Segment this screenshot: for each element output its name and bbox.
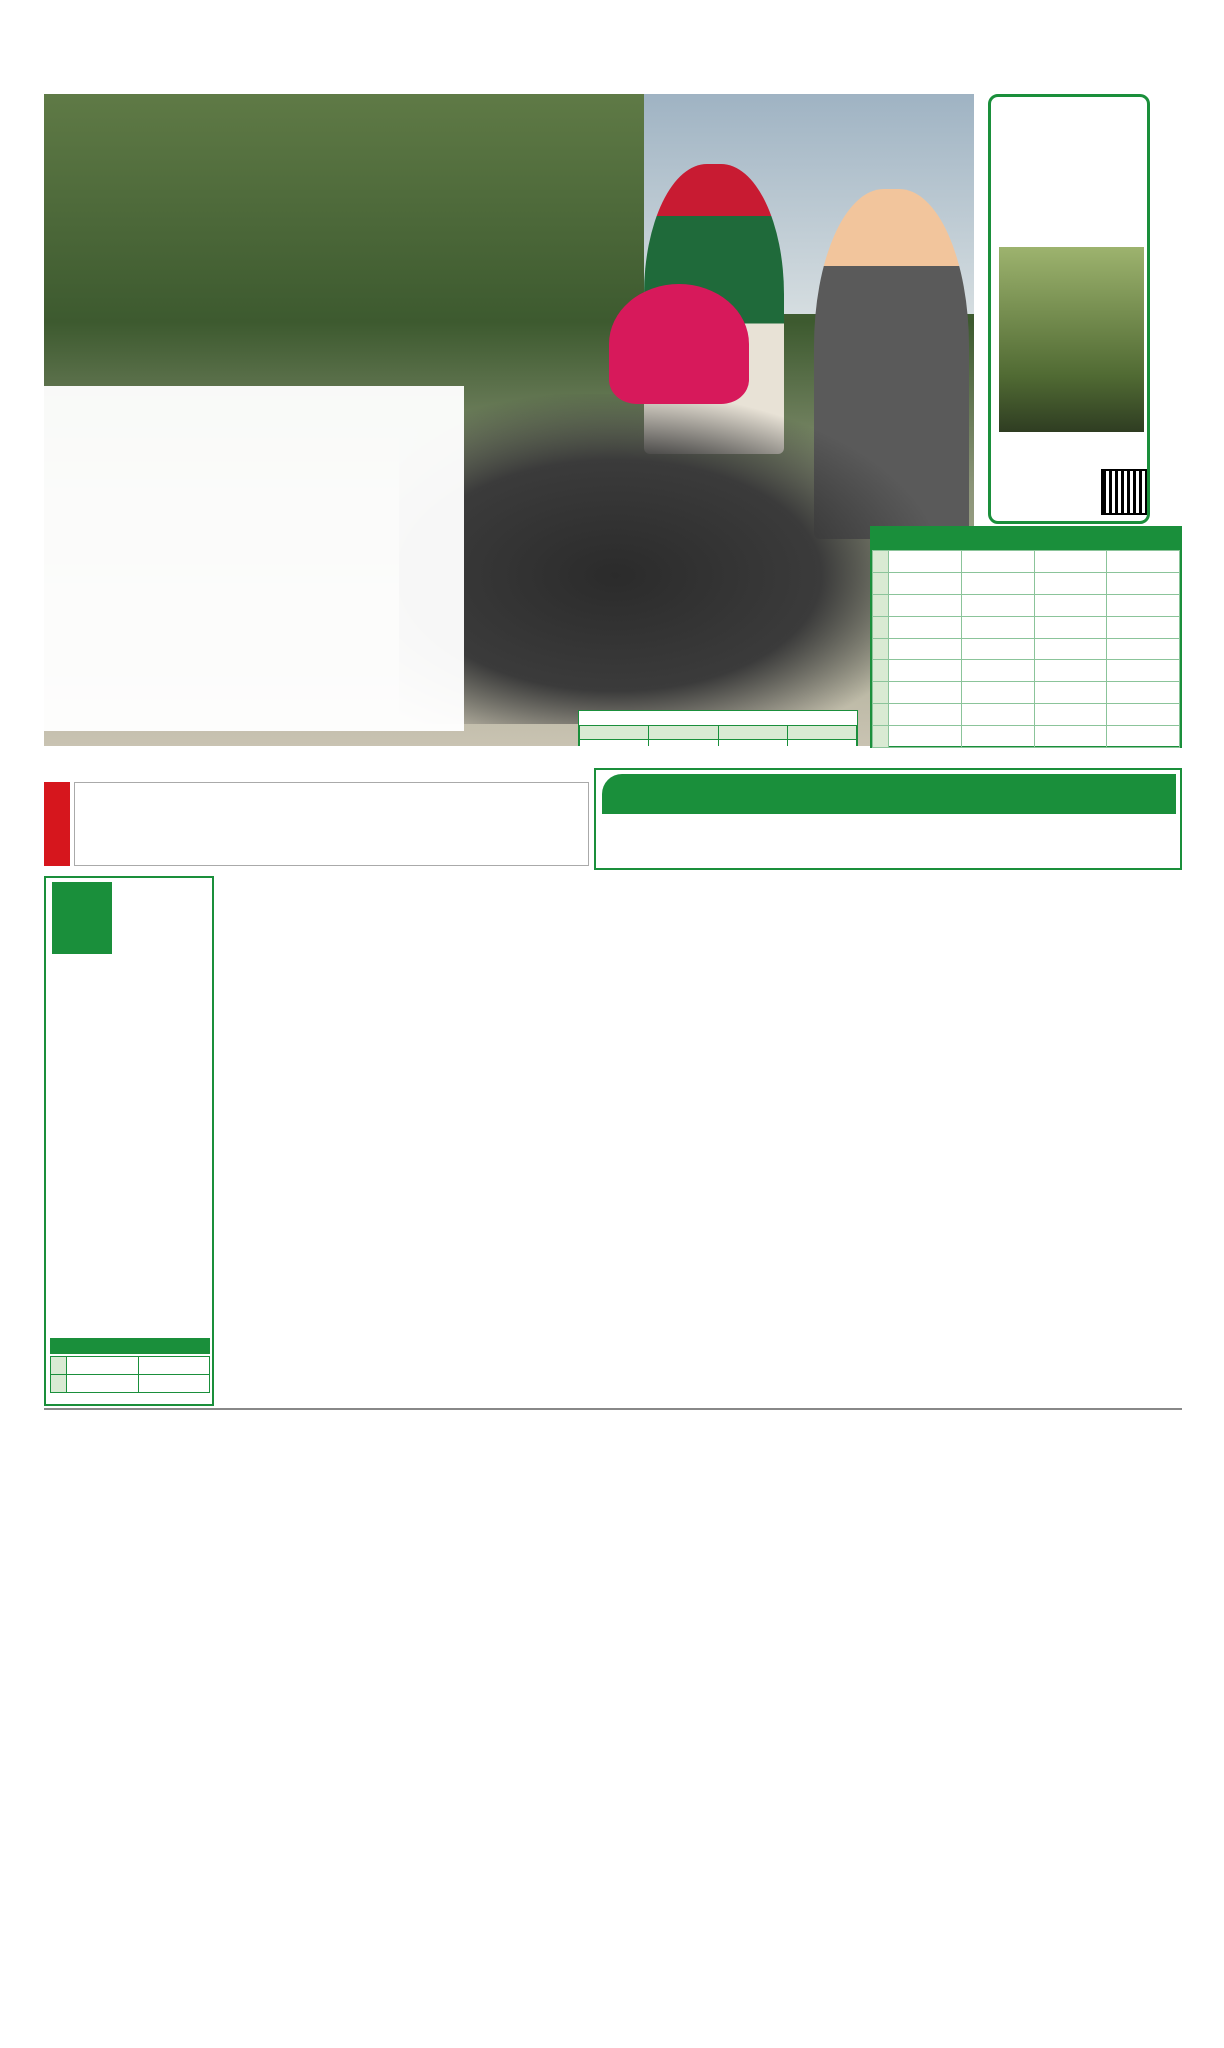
tip-cell	[1107, 726, 1180, 748]
tip-cell	[1034, 551, 1107, 573]
table-cell	[718, 740, 787, 747]
race-number	[873, 638, 889, 660]
table-row	[873, 682, 1180, 704]
tip-cell	[961, 638, 1034, 660]
tip-cell	[1034, 682, 1107, 704]
tip-cell	[1107, 616, 1180, 638]
odds-banner-title	[602, 774, 1176, 814]
table-row	[873, 660, 1180, 682]
scratching-title	[579, 711, 857, 725]
tip-cell	[889, 572, 962, 594]
tip-cell	[889, 638, 962, 660]
tip-cell	[889, 660, 962, 682]
tip-cell	[1107, 660, 1180, 682]
divider	[44, 1408, 1182, 1410]
hero-section	[44, 94, 974, 746]
table-row	[873, 616, 1180, 638]
table-row	[873, 704, 1180, 726]
tip-cell	[961, 660, 1034, 682]
odds-banner	[594, 768, 1182, 870]
tip-cell	[961, 616, 1034, 638]
race-number	[873, 682, 889, 704]
quinella-title	[50, 1338, 210, 1354]
racing-photo	[999, 247, 1144, 432]
table-header	[649, 726, 718, 740]
tip-cell	[1107, 638, 1180, 660]
feature-body	[114, 884, 210, 1304]
scratching-table	[579, 725, 857, 746]
tip-cell	[1107, 551, 1180, 573]
table-row	[873, 594, 1180, 616]
tip-cell	[1034, 594, 1107, 616]
table-row	[873, 638, 1180, 660]
tip-cell	[1107, 594, 1180, 616]
race-number	[51, 1375, 67, 1393]
tip-cell	[961, 704, 1034, 726]
tip-cell	[961, 572, 1034, 594]
race-number	[873, 572, 889, 594]
race-number	[51, 1357, 67, 1375]
tips-table	[872, 550, 1180, 748]
tip-cell	[889, 704, 962, 726]
race-number	[873, 594, 889, 616]
tip-cell	[961, 594, 1034, 616]
tip-cell	[1034, 660, 1107, 682]
table-cell	[67, 1357, 139, 1375]
race-number	[873, 726, 889, 748]
table-cell	[138, 1375, 210, 1393]
column-legend	[1144, 918, 1182, 1396]
tip-cell	[961, 726, 1034, 748]
tip-cell	[961, 682, 1034, 704]
table-cell	[580, 740, 649, 747]
tip-cell	[1034, 572, 1107, 594]
tip-cell	[1034, 704, 1107, 726]
race-number	[873, 660, 889, 682]
tips-title	[872, 528, 1180, 550]
qr-code-icon	[1103, 471, 1145, 513]
tip-cell	[961, 551, 1034, 573]
table-header	[718, 726, 787, 740]
feature-column	[44, 876, 214, 1406]
tip-cell	[1034, 726, 1107, 748]
tip-cell	[1107, 682, 1180, 704]
table-cell	[67, 1375, 139, 1393]
table-cell	[138, 1357, 210, 1375]
table-cell	[787, 740, 856, 747]
special-pool-label	[44, 782, 70, 866]
tip-cell	[889, 616, 962, 638]
newspaper-page	[44, 88, 1182, 2008]
table-header	[580, 726, 649, 740]
tip-cell	[1107, 704, 1180, 726]
masthead-box	[988, 94, 1150, 524]
column-badge	[52, 882, 112, 954]
tip-cell	[889, 551, 962, 573]
table-cell	[649, 740, 718, 747]
tip-cell	[889, 726, 962, 748]
table-row	[873, 726, 1180, 748]
table-row	[873, 572, 1180, 594]
scratching-box	[578, 710, 858, 746]
table-header	[787, 726, 856, 740]
race-number	[873, 704, 889, 726]
table-row	[51, 1357, 210, 1375]
tips-box	[870, 526, 1182, 748]
tip-cell	[1034, 638, 1107, 660]
race-number	[873, 551, 889, 573]
tip-cell	[889, 682, 962, 704]
riding-jockey-photo	[609, 284, 749, 404]
tip-cell	[889, 594, 962, 616]
quinella-table	[50, 1356, 210, 1393]
special-pool-notes	[74, 782, 589, 866]
race-number	[873, 616, 889, 638]
tip-cell	[1107, 572, 1180, 594]
horse-photo	[399, 394, 939, 724]
article-body	[44, 386, 464, 731]
tip-cell	[1034, 616, 1107, 638]
table-row	[51, 1375, 210, 1393]
pool-info	[606, 838, 1176, 866]
table-row	[873, 551, 1180, 573]
